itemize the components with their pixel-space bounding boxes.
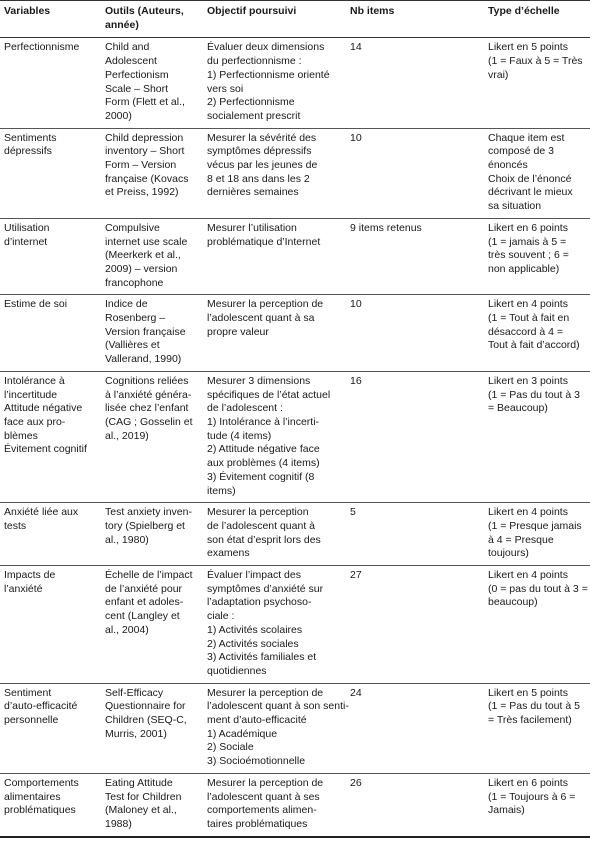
cell-line: Scale – Short [105, 82, 169, 95]
cell-line: al., 1980) [105, 533, 149, 546]
cell-line: Échelle de l’impact [105, 569, 193, 582]
cell-line: l’adolescent quant à ses [207, 790, 320, 803]
cell-variable [0, 218, 101, 295]
cell-line: alimentaires [4, 790, 61, 803]
cell-line: (Vallières et [105, 339, 160, 352]
cell-line: Évaluer l’impact des [207, 569, 301, 582]
table-row [0, 683, 590, 773]
table-header [0, 1, 590, 38]
cell-line: Rosenberg – [105, 312, 166, 325]
cell-line: (0 = pas du tout à 3 = [488, 582, 588, 595]
cell-line: inventory – Short [105, 145, 185, 158]
header-variables: Variables [0, 1, 101, 38]
cell-line: son état d’esprit lors des [207, 533, 321, 546]
cell-line: Likert en 6 points [488, 776, 568, 789]
cell-outil [101, 295, 203, 372]
cell-line: Attitude négative [4, 402, 83, 415]
cell-nb-items [346, 38, 484, 128]
cell-line: enfant et adoles- [105, 596, 184, 609]
cell-line: 5 [350, 506, 356, 519]
cell-outil [101, 503, 203, 566]
cell-variable [0, 503, 101, 566]
cell-line: vécus par les jeunes de [207, 159, 318, 172]
cell-line: 1) Académique [207, 727, 278, 740]
cell-line: ment d’auto-efficacité [207, 714, 307, 727]
cell-line: Questionnaire for [105, 700, 186, 713]
cell-line: taires problématiques [207, 817, 308, 830]
cell-objectif [203, 773, 346, 836]
cell-line: problématiques [4, 804, 76, 817]
cell-line: 3) Socioémotionnelle [207, 755, 306, 768]
cell-variable [0, 295, 101, 372]
cell-outil [101, 218, 203, 295]
cell-line: Adolescent [105, 55, 157, 68]
cell-line: Mesurer la perception [207, 506, 309, 519]
header-row [0, 1, 590, 38]
cell-line: (1 = Tout à fait en [488, 312, 570, 325]
cell-line: (Meerkerk et al., [105, 249, 181, 262]
cell-type-echelle [484, 38, 590, 128]
cell-objectif [203, 371, 346, 502]
cell-outil [101, 38, 203, 128]
cell-line: 2000) [105, 109, 132, 122]
cell-outil [101, 773, 203, 836]
cell-line: de l’adolescent quant à [207, 519, 315, 532]
cell-line: 2) Perfectionnisme [207, 96, 295, 109]
cell-objectif [203, 38, 346, 128]
cell-line: socialement prescrit [207, 109, 301, 122]
cell-line: (1 = Presque jamais [488, 519, 582, 532]
cell-line: Intolérance à [4, 374, 65, 387]
cell-line: (CAG ; Gosselin et [105, 415, 193, 428]
cell-line: Form (Flett et al., [105, 96, 185, 109]
cell-line: Anxiété liée aux [4, 506, 79, 519]
cell-line: aux problèmes (4 items) [207, 457, 320, 470]
table-row [0, 218, 590, 295]
cell-nb-items [346, 371, 484, 502]
cell-line: Évitement cognitif [4, 443, 87, 456]
cell-line: 10 [350, 298, 362, 311]
cell-line: énoncés [488, 159, 528, 172]
cell-line: Test for Children [105, 790, 182, 803]
cell-line: Vallerand, 1990) [105, 353, 182, 366]
cell-line: 2) Activités sociales [207, 637, 299, 650]
cell-outil [101, 371, 203, 502]
cell-line: et Preiss, 1992) [105, 186, 179, 199]
cell-line: 3) Activités familiales et [207, 651, 317, 664]
cell-line: 2) Sociale [207, 741, 254, 754]
header-type-echelle: Type d’échelle [484, 1, 590, 38]
cell-line: 24 [350, 686, 362, 699]
cell-nb-items [346, 683, 484, 773]
cell-line: tory (Spielberg et [105, 519, 185, 532]
cell-line: (1 = Pas du tout à 3 [488, 388, 580, 401]
cell-line: tude (4 items) [207, 429, 272, 442]
cell-line: francophone [105, 276, 164, 289]
cell-line: 1) Intolérance à l’incerti- [207, 415, 320, 428]
cell-variable [0, 773, 101, 836]
cell-line: Mesurer la sévérité des [207, 131, 317, 144]
cell-line: items) [207, 484, 236, 497]
cell-line: d’auto-efficacité [4, 700, 78, 713]
cell-line: décrivant le mieux [488, 186, 573, 199]
cell-nb-items [346, 128, 484, 218]
cell-line: Évaluer deux dimensions [207, 41, 325, 54]
cell-type-echelle [484, 218, 590, 295]
cell-line: 1) Perfectionnisme orienté [207, 68, 330, 81]
cell-line: 16 [350, 374, 362, 387]
cell-line: toujours) [488, 547, 529, 560]
table-body [0, 38, 590, 837]
cell-line: l’adolescent quant à son senti- [207, 700, 349, 713]
table-row [0, 566, 590, 684]
cell-variable [0, 683, 101, 773]
cell-line: examens [207, 547, 250, 560]
cell-line: Version française [105, 325, 186, 338]
cell-type-echelle [484, 371, 590, 502]
cell-line: face aux pro- [4, 415, 66, 428]
cell-line: de l’anxiété pour [105, 582, 183, 595]
cell-line: à l’anxiété généra- [105, 388, 192, 401]
cell-line: problématique d’Internet [207, 235, 321, 248]
cell-line: symptômes dépressifs [207, 145, 312, 158]
cell-type-echelle [484, 566, 590, 684]
cell-objectif [203, 566, 346, 684]
cell-line: Mesurer la perception de [207, 298, 324, 311]
cell-line: vers soi [207, 82, 244, 95]
table-row [0, 295, 590, 372]
cell-line: Choix de l’énoncé [488, 172, 572, 185]
cell-outil [101, 683, 203, 773]
cell-line: l’anxiété [4, 582, 43, 595]
header-objectif: Objectif poursuivi [203, 1, 346, 38]
cell-objectif [203, 218, 346, 295]
cell-line: (1 = Faux à 5 = Très [488, 55, 583, 68]
cell-line: lisée chez l’enfant [105, 402, 189, 415]
cell-line: non applicable) [488, 262, 560, 275]
cell-line: Child and [105, 41, 150, 54]
cell-line: ciale : [207, 610, 235, 623]
cell-line: Mesurer l’utilisation [207, 221, 297, 234]
cell-line: du perfectionnisme : [207, 55, 302, 68]
cell-line: Likert en 4 points [488, 298, 568, 311]
cell-line: (1 = Toujours à 6 = [488, 790, 576, 803]
cell-outil [101, 566, 203, 684]
cell-line: propre valeur [207, 325, 269, 338]
cell-line: Murris, 2001) [105, 727, 167, 740]
cell-type-echelle [484, 683, 590, 773]
cell-line: désaccord à 4 = [488, 325, 564, 338]
cell-line: Compulsive [105, 221, 160, 234]
header-outils: Outils (Auteurs, année) [101, 1, 203, 38]
cell-line: Sentiments [4, 131, 57, 144]
cell-line: Perfectionism [105, 68, 169, 81]
cell-variable [0, 38, 101, 128]
cell-line: Likert en 5 points [488, 686, 568, 699]
cell-line: = Très facilement) [488, 714, 572, 727]
cell-objectif [203, 295, 346, 372]
cell-line: Mesurer la perception de [207, 776, 324, 789]
table-row [0, 371, 590, 502]
cell-line: personnelle [4, 714, 59, 727]
cell-line: à 4 = Presque [488, 533, 554, 546]
cell-line: Cognitions reliées [105, 374, 189, 387]
cell-line: 2009) – version [105, 262, 178, 275]
cell-line: Jamais) [488, 804, 525, 817]
cell-line: 26 [350, 776, 362, 789]
table-row [0, 773, 590, 836]
cell-line: al., 2004) [105, 623, 149, 636]
cell-line: sa situation [488, 200, 542, 213]
cell-nb-items [346, 773, 484, 836]
cell-line: (1 = jamais à 5 = [488, 235, 567, 248]
cell-line: Sentiment [4, 686, 52, 699]
cell-line: tests [4, 519, 27, 532]
cell-line: Comportements [4, 776, 79, 789]
cell-line: Form – Version [105, 159, 177, 172]
header-nb-items: Nb items [346, 1, 484, 38]
cell-line: composé de 3 [488, 145, 554, 158]
cell-line: l’incertitude [4, 388, 58, 401]
cell-variable [0, 371, 101, 502]
cell-line: Perfectionnisme [4, 41, 80, 54]
cell-line: al., 2019) [105, 429, 149, 442]
table-row [0, 128, 590, 218]
cell-line: Likert en 6 points [488, 221, 568, 234]
cell-line: 1) Activités scolaires [207, 623, 303, 636]
cell-line: symptômes d’anxiété sur [207, 582, 324, 595]
cell-variable [0, 128, 101, 218]
cell-line: beaucoup) [488, 596, 538, 609]
cell-line: dernières semaines [207, 186, 299, 199]
cell-line: 14 [350, 41, 362, 54]
cell-nb-items [346, 218, 484, 295]
cell-line: 9 items retenus [350, 221, 422, 234]
cell-line: 2) Attitude négative face [207, 443, 320, 456]
cell-line: (Maloney et al., [105, 804, 177, 817]
cell-line: Test anxiety inven- [105, 506, 192, 519]
cell-line: Indice de [105, 298, 148, 311]
cell-type-echelle [484, 295, 590, 372]
cell-line: Child depression [105, 131, 184, 144]
table-row [0, 38, 590, 128]
cell-line: vrai) [488, 68, 509, 81]
cell-type-echelle [484, 128, 590, 218]
cell-line: française (Kovacs [105, 172, 189, 185]
cell-line: spécifiques de l’état actuel [207, 388, 331, 401]
cell-line: dépressifs [4, 145, 52, 158]
cell-line: Impacts de [4, 569, 56, 582]
cell-type-echelle [484, 773, 590, 836]
cell-line: 3) Évitement cognitif (8 [207, 470, 315, 483]
cell-line: Mesurer la perception de [207, 686, 324, 699]
cell-line: = Beaucoup) [488, 402, 548, 415]
cell-line: Estime de soi [4, 298, 68, 311]
cell-line: Likert en 4 points [488, 569, 568, 582]
cell-line: Tout à fait d’accord) [488, 339, 580, 352]
cell-nb-items [346, 295, 484, 372]
cell-line: (1 = Pas du tout à 5 [488, 700, 580, 713]
cell-line: très souvent ; 6 = [488, 249, 569, 262]
cell-objectif [203, 128, 346, 218]
cell-line: Likert en 5 points [488, 41, 568, 54]
cell-line: 27 [350, 569, 362, 582]
cell-line: l’adaptation psychoso- [207, 596, 312, 609]
cell-line: internet use scale [105, 235, 188, 248]
cell-nb-items [346, 503, 484, 566]
cell-line: Chaque item est [488, 131, 565, 144]
cell-line: cent (Langley et [105, 610, 180, 623]
cell-line: l’adolescent quant à sa [207, 312, 315, 325]
cell-line: Likert en 3 points [488, 374, 568, 387]
cell-line: de l’adolescent : [207, 402, 283, 415]
cell-line: 10 [350, 131, 362, 144]
cell-line: Mesurer 3 dimensions [207, 374, 311, 387]
cell-line: blèmes [4, 429, 38, 442]
cell-objectif [203, 683, 349, 773]
cell-line: quotidiennes [207, 664, 267, 677]
table-row [0, 503, 590, 566]
cell-line: d’internet [4, 235, 48, 248]
cell-line: comportements alimen- [207, 804, 317, 817]
cell-line: Likert en 4 points [488, 506, 568, 519]
cell-line: Self-Efficacy [105, 686, 164, 699]
cell-objectif [203, 503, 346, 566]
cell-line: 8 et 18 ans dans les 2 [207, 172, 310, 185]
cell-line: 1988) [105, 817, 132, 830]
cell-line: Children (SEQ-C, [105, 714, 187, 727]
cell-line: Eating Attitude [105, 776, 173, 789]
cell-type-echelle [484, 503, 590, 566]
cell-nb-items [346, 566, 484, 684]
cell-outil [101, 128, 203, 218]
cell-variable [0, 566, 101, 684]
cell-line: Utilisation [4, 221, 50, 234]
